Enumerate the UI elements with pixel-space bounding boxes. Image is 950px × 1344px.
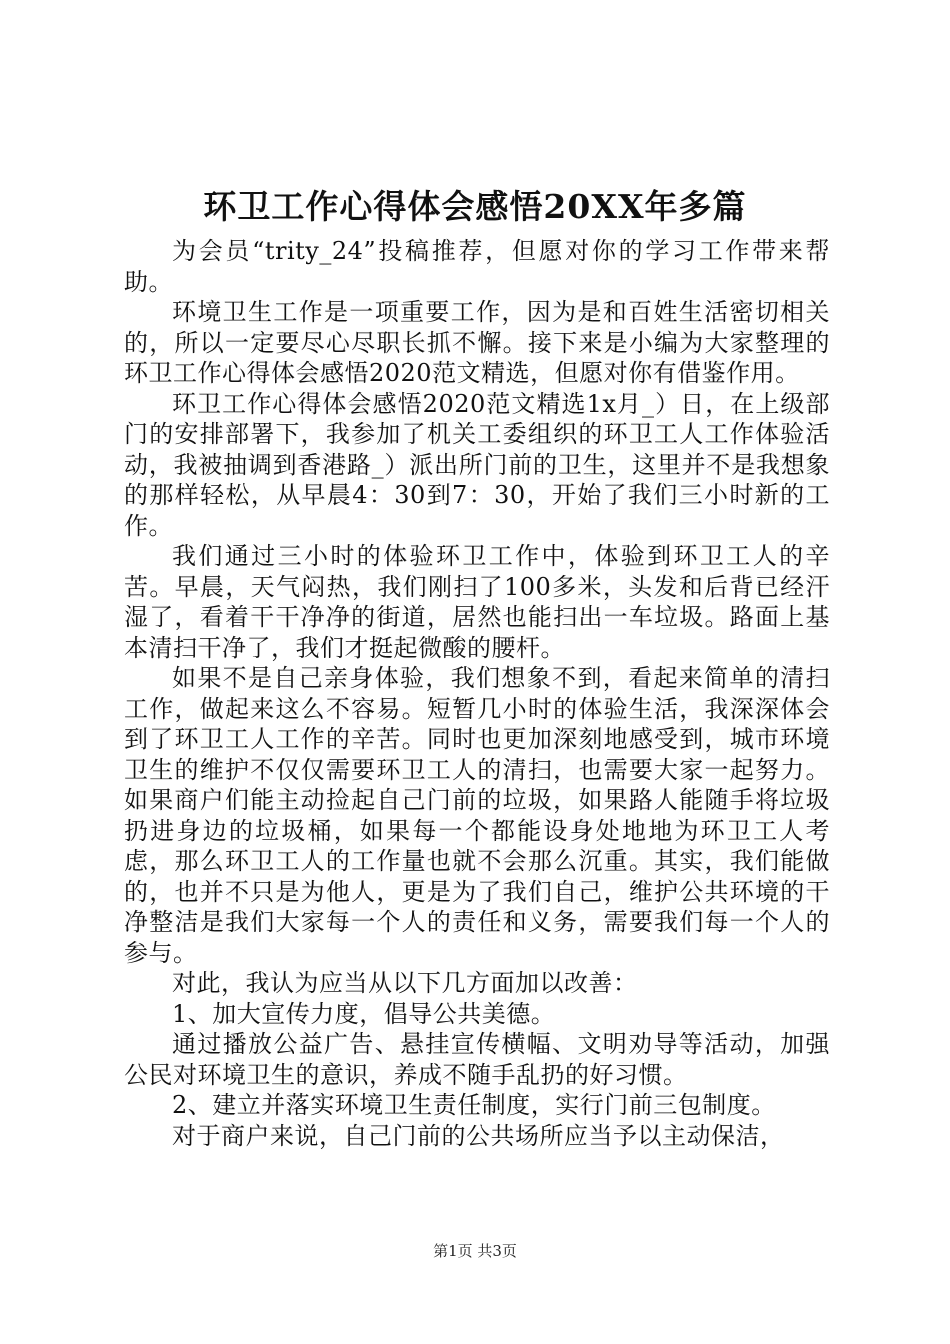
paragraph: 环卫工作心得体会感悟2020范文精选1x月_）日，在上级部门的安排部署下，我参加了机关工委组织的环卫工人工作体验活动，我被抽调到香港路_）派出所门前的卫生，这里并不是我想象的那样轻松，从早晨4：30到7：30，开始了我们三小时新的工作。 (124, 389, 830, 540)
document-body (124, 236, 830, 1151)
paragraph: 我们通过三小时的体验环卫工作中，体验到环卫工人的辛苦。早晨，天气闷热，我们刚扫了100多米，头发和后背已经汗湿了，看着干干净净的街道，居然也能扫出一车垃圾。路面上基本清扫干净了，我们才挺起微酸的腰杆。 (124, 542, 830, 662)
paragraph: 1、加大宣传力度，倡导公共美德。 (172, 999, 556, 1028)
paragraph: 2、建立并落实环境卫生责任制度，实行门前三包制度。 (172, 1091, 776, 1119)
page-footer: 第1页 共3页 (433, 1242, 517, 1260)
paragraph: 对此，我认为应当从以下几方面加以改善： (172, 969, 638, 997)
paragraph: 环境卫生工作是一项重要工作，因为是和百姓生活密切相关的，所以一定要尽心尽职长抓不懈。接下来是小编为大家整理的环卫工作心得体会感悟2020范文精选，但愿对你有借鉴作用。 (124, 298, 830, 387)
paragraph: 通过播放公益广告、悬挂宣传横幅、文明劝导等活动，加强公民对环境卫生的意识，养成不随手乱扔的好习惯。 (124, 1030, 830, 1089)
paragraph: 为会员“trity_24”投稿推荐，但愿对你的学习工作带来帮助。 (124, 237, 830, 296)
paragraph: 如果不是自己亲身体验，我们想象不到，看起来简单的清扫工作，做起来这么不容易。短暂几小时的体验生活，我深深体会到了环卫工人工作的辛苦。同时也更加深刻地感受到，城市环境卫生的维护不仅仅需要环卫工人的清扫，也需要大家一起努力。如果商户们能主动捡起自己门前的垃圾，如果路人能随手将垃圾扔进身边的垃圾桶，如果每一个都能设身处地地为环卫工人考虑，那么环卫工人的工作量也就不会那么沉重。其实，我们能做的，也并不只是为他人，更是为了我们自己，维护公共环境的干净整洁是我们大家每一个人的责任和义务，需要我们每一个人的参与。 (124, 664, 830, 967)
paragraph: 对于商户来说，自己门前的公共场所应当予以主动保洁， (172, 1121, 785, 1150)
document-title: 环卫工作心得体会感悟20XX年多篇 (203, 187, 747, 226)
